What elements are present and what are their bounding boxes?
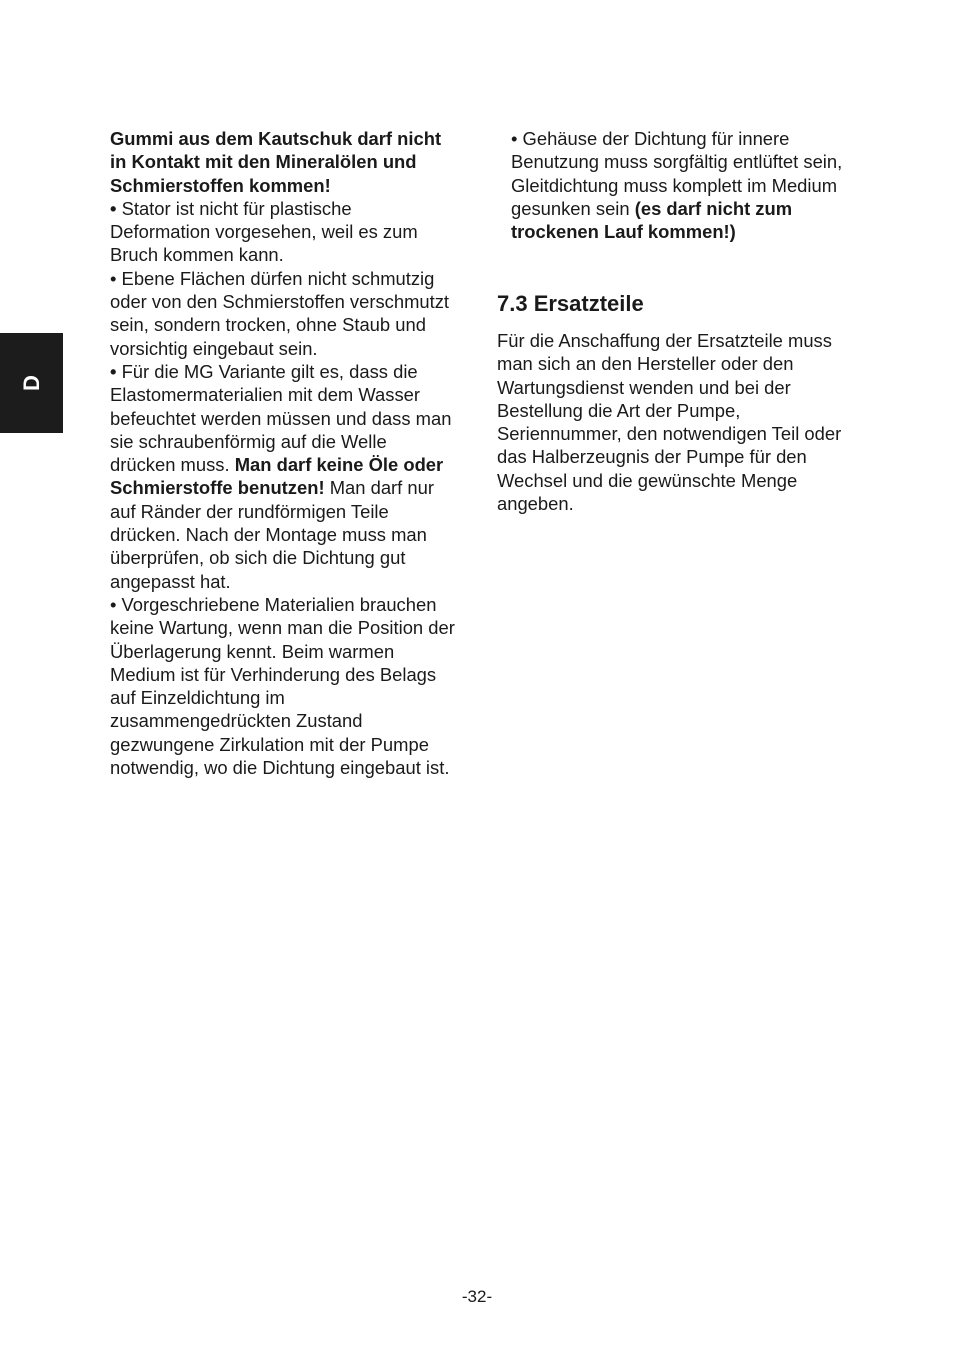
surfaces-paragraph bbox=[110, 267, 455, 360]
stator-paragraph bbox=[110, 197, 455, 267]
left-column bbox=[110, 127, 455, 779]
warning-text: Gummi aus dem Kautschuk darf nicht in Kontakt mit den Mineralölen und Schmierstoffen kommen! bbox=[110, 128, 442, 196]
mg-variant-text: Für die MG Variante gilt es, dass die Elastomermaterialien mit dem Wasser befeuchtet werden müssen und dass man sie schraubenförmig auf die Welle drücken muss. bbox=[110, 360, 452, 476]
bullet: • bbox=[110, 360, 117, 382]
stator-text: Stator ist nicht für plastische Deformation vorgesehen, weil es zum Bruch kommen kann. bbox=[110, 197, 418, 266]
right-column-top bbox=[511, 127, 861, 243]
surfaces-text: • Ebene Flächen dürfen nicht schmutzig oder von den Schmierstoffen verschmutzt sein, sondern trocken, ohne Staub und vorsichtig eingebaut sein. bbox=[110, 267, 450, 359]
housing-text: • Gehäuse der Dichtung für innere Benutzung muss sorgfältig entlüftet sein, Gleitdichtung muss komplett im Medium gesunken sein bbox=[511, 128, 843, 219]
bullet: • bbox=[110, 197, 117, 219]
warning-paragraph bbox=[110, 127, 455, 197]
language-tab-label: D bbox=[18, 375, 44, 391]
page-number: -32- bbox=[461, 1287, 493, 1306]
mg-variant-tail: Man darf nur auf Ränder der rundförmigen Teile drücken. Nach der Montage muss man überprüfen, ob sich die Dichtung gut angepasst hat. bbox=[110, 477, 434, 592]
mg-variant-warning: Man darf keine Öle oder Schmierstoffe benutzen! bbox=[110, 454, 444, 499]
section-title: 7.3 Ersatzteile bbox=[497, 291, 644, 316]
spare-parts-text: Für die Anschaffung der Ersatzteile muss man sich an den Hersteller oder den Wartungsdienst wenden und bei der Bestellung die Art der Pumpe, Seriennummer, den notwendigen Teil oder das Halberzeugnis der Pumpe für den Wechsel und die gewünschte Menge angeben. bbox=[497, 330, 842, 515]
language-tab bbox=[0, 333, 63, 433]
materials-text: • Vorgeschriebene Materialien brauchen keine Wartung, wenn man die Position der Überlagerung kennt. Beim warmen Medium ist für Verhinderung des Belags auf Einzeldichtung im zusammengedrückten Zustand gezwungene Zirkulation mit der Pumpe notwendig, wo die Dichtung eingebaut ist. bbox=[110, 593, 455, 779]
housing-paragraph bbox=[511, 127, 861, 243]
housing-warning: (es darf nicht zum trockenen Lauf kommen!) bbox=[511, 197, 793, 243]
mg-variant-paragraph bbox=[110, 360, 455, 593]
spare-parts-paragraph bbox=[497, 329, 857, 515]
right-column bbox=[497, 329, 857, 515]
materials-paragraph bbox=[110, 593, 455, 779]
